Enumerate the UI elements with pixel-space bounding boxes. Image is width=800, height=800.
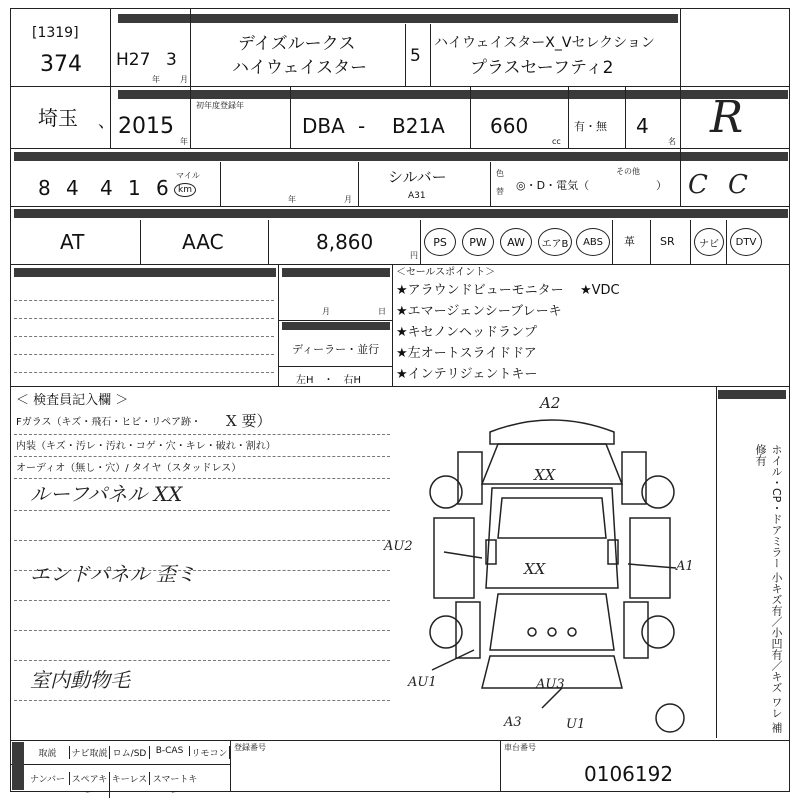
side-note: ホイル・CP・ドアミラー 小キズ有／小凹有／キズ ワレ 補修有 <box>754 444 783 733</box>
inspection-m-label: 月 <box>344 195 352 204</box>
sales-point-6: ★インテリジェントキー <box>396 367 538 382</box>
chassis-number: 0106192 <box>584 762 674 786</box>
bottom-label-bcas: B-CAS <box>150 746 190 756</box>
row4-header <box>14 209 788 218</box>
bottom-label-remote: リモコン <box>190 746 230 759</box>
equip-dtv: DTV <box>730 228 762 256</box>
mark-bottom2: U1 <box>566 717 586 732</box>
grade-line2: プラスセーフティ2 <box>470 58 614 78</box>
displacement-unit: cc <box>552 137 561 146</box>
capacity-unit: 名 <box>668 137 676 146</box>
equip-airbag: エアB <box>538 228 572 256</box>
row1-header <box>118 14 678 23</box>
bottom-chassis-label: 車台番号 <box>504 743 536 752</box>
year-month: 3 <box>166 50 177 70</box>
year-era: H27 <box>116 50 151 70</box>
displacement: 660 <box>490 114 529 138</box>
car-name-line1: デイズルークス <box>238 34 356 54</box>
color-options: ◎・D・電気（ <box>516 179 590 192</box>
color-label: 色 <box>496 169 504 178</box>
mileage-digit-3: 4 <box>100 176 113 200</box>
fuel: 有・無 <box>574 120 607 133</box>
car-name-line2: ハイウェイスター <box>232 58 368 78</box>
mark-top: A2 <box>540 394 561 412</box>
score-1: C <box>688 170 708 200</box>
inspector-note-3: 室内動物毛 <box>30 668 130 692</box>
doors: 5 <box>410 46 421 66</box>
mark-rear: AU3 <box>536 677 565 692</box>
year-m-label: 月 <box>180 75 188 84</box>
inspection-y-label: 年 <box>288 195 296 204</box>
bottom-reg-label: 登録番号 <box>234 743 266 752</box>
inspector-interior: 内装（キズ・汚レ・汚れ・コゲ・穴・キレ・破れ・割れ） <box>16 441 276 452</box>
inspector-glass: Fガラス（キズ・飛石・ヒビ・リペア跡・ <box>16 417 202 428</box>
mark-roof: XX <box>524 560 546 578</box>
equip-ps: PS <box>424 228 456 256</box>
mark-right: A1 <box>676 559 694 574</box>
ac: AAC <box>182 230 224 254</box>
middle-d-label: 日 <box>378 307 386 316</box>
middle-subheader <box>282 322 390 330</box>
mark-rear-left: AU1 <box>408 675 437 690</box>
lot-number: 374 <box>40 52 82 77</box>
first-reg-note: 初年度登録年 <box>196 101 244 110</box>
mark-bottom: A3 <box>504 715 522 730</box>
inspector-title: ＜ 検査員記入欄 ＞ <box>16 393 129 408</box>
sales-point-5: ★左オートスライドドア <box>396 346 537 361</box>
bottom-label-spare-key: スペアキー <box>70 772 110 798</box>
sales-point-2: ★VDC <box>580 283 620 298</box>
model-code: B21A <box>392 114 445 138</box>
year-y-label: 年 <box>152 75 160 84</box>
sales-points-title: ＜セールスポイント＞ <box>396 267 496 278</box>
region: 埼玉 <box>38 106 78 130</box>
bottom-label-rom-sd: ロム/SD <box>110 746 150 759</box>
mark-hood: XX <box>534 466 556 484</box>
remarks-header <box>14 268 276 277</box>
bottom-label-number: ナンバー <box>26 772 70 785</box>
price: 8,860 <box>316 230 374 254</box>
sales-point-4: ★キセノンヘッドランプ <box>396 325 538 340</box>
region-mark: 、 <box>98 112 115 132</box>
mileage-digit-2: 4 <box>66 176 79 200</box>
inspector-audio: オーディオ（無し・穴）/ タイヤ（スタッドレス） <box>16 463 242 474</box>
equip-sunroof: SR <box>660 235 675 248</box>
middle-dealer: ディーラー・並行 <box>292 343 380 356</box>
color-other: その他 <box>616 167 640 176</box>
grade-mark: R <box>710 92 744 143</box>
inspector-glass-mark: X 要） <box>226 412 272 430</box>
first-reg-y-label: 年 <box>180 137 188 146</box>
bottom-label-keyless: キーレス <box>110 772 150 785</box>
sales-point-3: ★エマージェンシーブレーキ <box>396 304 562 319</box>
color-code: A31 <box>408 191 426 201</box>
price-unit: 円 <box>410 251 418 260</box>
first-reg-year: 2015 <box>118 114 174 139</box>
inspector-note-1: ルーフパネル XX <box>30 482 183 506</box>
middle-handle: 左H ・ 右H <box>296 375 362 386</box>
bottom-left-header <box>12 742 24 790</box>
mileage-unit-mile: マイル <box>176 171 200 180</box>
mileage-digit-1: 8 <box>38 176 51 200</box>
equip-pw: PW <box>462 228 494 256</box>
equip-aw: AW <box>500 228 532 256</box>
bottom-label-smart-key: スマートキー <box>152 775 198 798</box>
mark-left: AU2 <box>384 539 413 554</box>
middle-m-label: 月 <box>322 307 330 316</box>
right-column-header <box>718 390 786 399</box>
bottom-label-navi-manual: ナビ取説 <box>70 746 110 759</box>
score-2: C <box>728 170 748 200</box>
model-dash: - <box>358 114 366 138</box>
mileage-unit-km: km <box>174 183 196 197</box>
lot-ref: [1319] <box>32 25 79 41</box>
sales-point-1: ★アラウンドビューモニター <box>396 283 564 298</box>
color-change-label: 替 <box>496 187 504 196</box>
equip-leather: 革 <box>624 235 635 248</box>
row2-header <box>118 90 788 99</box>
shift: AT <box>60 230 85 254</box>
middle-header <box>282 268 390 277</box>
mileage-digit-4: 1 <box>128 176 141 200</box>
mileage-digit-5: 6 <box>156 176 169 200</box>
capacity: 4 <box>636 114 649 138</box>
bottom-label-manual: 取説 <box>26 746 70 759</box>
equip-navi: ナビ <box>694 228 724 256</box>
inspector-note-2: エンドパネル 歪ミ <box>30 562 196 586</box>
color-name: シルバー <box>388 168 447 186</box>
equip-abs: ABS <box>576 228 610 256</box>
grade-line1: ハイウェイスターX_Vセレクション <box>434 35 655 51</box>
color-close: ） <box>656 179 667 192</box>
model-prefix: DBA <box>302 114 345 138</box>
row3-header <box>14 152 788 161</box>
